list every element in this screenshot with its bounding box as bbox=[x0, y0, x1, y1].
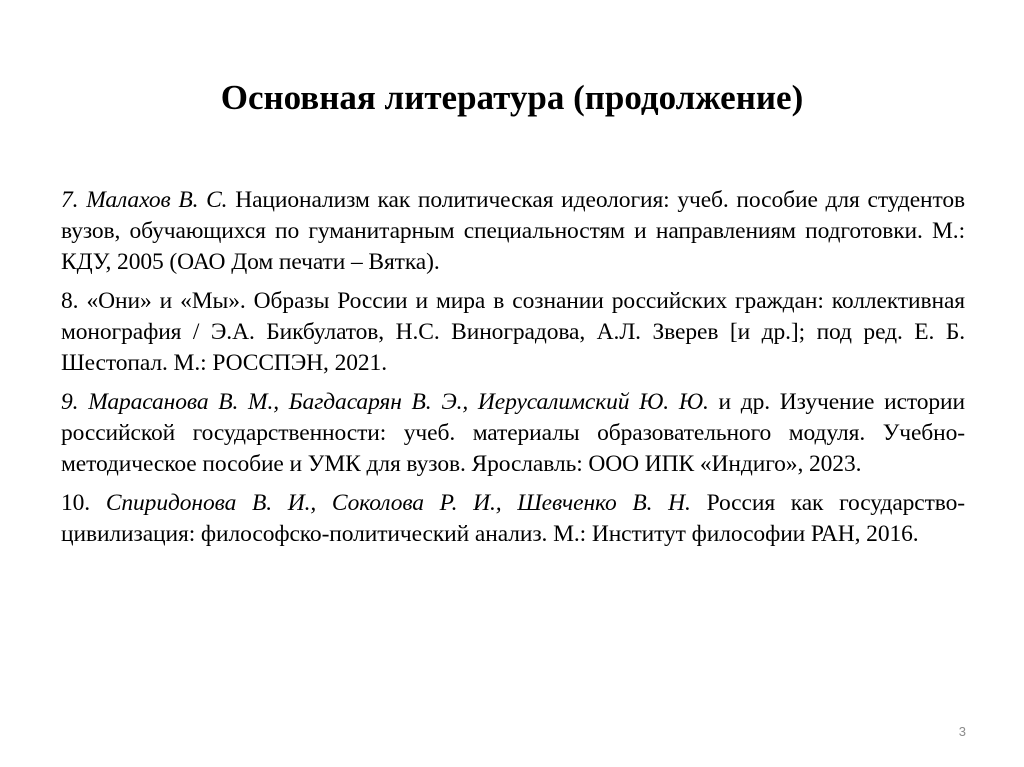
entry-text: и др. Изучение истории российской государственности: учеб. материалы образовательного модуля. Учебно-методическое пособие и УМК для вузов. Ярославль: ООО ИПК «Индиго», 2023. bbox=[61, 389, 966, 477]
entry-number: 8. bbox=[61, 288, 79, 314]
entry-number: 10. bbox=[61, 490, 91, 516]
entry-text: Национализм как политическая идеология: учеб. пособие для студентов вузов, обучающихся по гуманитарным специальностям и направлениям подготовки. М.: КДУ, 2005 (ОАО Дом печати – Вятка). bbox=[61, 187, 966, 275]
entry-number: 7. bbox=[61, 187, 79, 213]
bibliography-entry-10 bbox=[61, 488, 965, 550]
entry-authors: Марасанова В. М., Багдасарян В. Э., Иерусалимский Ю. Ю. bbox=[88, 389, 709, 415]
entry-text: «Они» и «Мы». Образы России и мира в сознании российских граждан: коллективная монография / Э.А. Бикбулатов, Н.С. Виноградова, А.Л. Зверев [и др.]; под ред. Е. Б. Шестопал. М.: РОССПЭН, 2021. bbox=[61, 288, 965, 376]
bibliography-entry-7 bbox=[61, 185, 965, 278]
bibliography-entry-8 bbox=[61, 286, 965, 379]
entry-authors: Малахов В. С. bbox=[86, 187, 228, 213]
slide-title: Основная литература (продолжение) bbox=[220, 78, 804, 117]
bibliography-list bbox=[61, 185, 965, 558]
entry-text: Россия как государство-цивилизация: философско-политический анализ. М.: Институт философии РАН, 2016. bbox=[61, 490, 966, 547]
entry-number: 9. bbox=[61, 389, 79, 415]
bibliography-entry-9 bbox=[61, 387, 965, 480]
entry-authors: Спиридонова В. И., Соколова Р. И., Шевченко В. Н. bbox=[105, 490, 691, 516]
page-number: 3 bbox=[958, 724, 966, 739]
